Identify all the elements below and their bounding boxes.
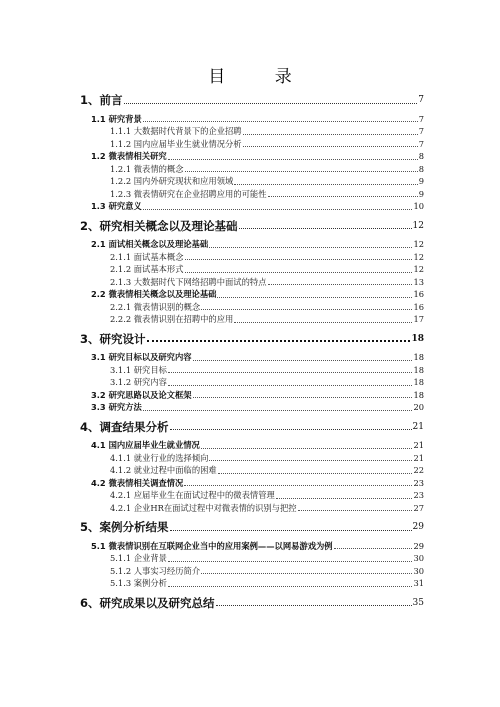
toc-entry-level-2[interactable] — [80, 200, 424, 213]
toc-entry-page-number: 7 — [418, 138, 424, 149]
toc-entry-level-3[interactable] — [80, 301, 424, 314]
toc-entry-level-3[interactable] — [80, 489, 424, 502]
toc-entry-level-1[interactable] — [80, 333, 424, 346]
dot-leader — [239, 228, 412, 229]
dot-leader — [243, 146, 418, 147]
toc-entry-level-2[interactable] — [80, 439, 424, 452]
toc-entry-page-number: 9 — [418, 176, 424, 186]
toc-entry-label: 1.1.2 国内应届毕业生就业情况分析 — [110, 138, 242, 149]
toc-entry-label: 3.1.1 研究目标 — [110, 364, 167, 375]
toc-entry-label: 2.1.1 面试基本概念 — [110, 251, 184, 262]
toc-entry-label: 1.3 研究意义 — [91, 201, 142, 211]
toc-entry-page-number: 21 — [413, 440, 424, 450]
toc-entry-level-1[interactable] — [80, 220, 424, 233]
dot-leader — [243, 134, 418, 135]
dot-leader — [143, 410, 413, 411]
dot-leader — [298, 510, 413, 511]
toc-entry-label: 2.2.2 微表情识别在招聘中的应用 — [110, 314, 234, 324]
dot-leader — [217, 297, 412, 298]
toc-entry-label: 3.1 研究目标以及研究内容 — [91, 352, 192, 362]
toc-entry-page-number: 29 — [413, 540, 424, 551]
toc-entry-page-number: 22 — [413, 465, 424, 475]
toc-entry-label: 3.2 研究思路以及论文框架 — [91, 389, 192, 400]
toc-entry-label: 3.1.2 研究内容 — [110, 377, 167, 387]
toc-entry-label: 2、研究相关概念以及理论基础 — [80, 218, 238, 233]
toc-entry-page-number: 18 — [413, 389, 424, 400]
toc-entry-level-1[interactable] — [80, 94, 424, 107]
toc-entry-level-3[interactable] — [80, 163, 424, 176]
dot-leader — [185, 171, 418, 172]
toc-entry-page-number: 7 — [418, 113, 424, 124]
toc-entry-level-3[interactable] — [80, 313, 424, 326]
toc-entry-label: 1.2.2 国内外研究现状和应用领域 — [110, 176, 234, 186]
toc-entry-level-2[interactable] — [80, 401, 424, 414]
toc-entry-level-2[interactable] — [80, 351, 424, 364]
toc-entry-level-3[interactable] — [80, 502, 424, 515]
toc-entry-level-3[interactable] — [80, 276, 424, 289]
toc-entry-label: 1.2 微表情相关研究 — [91, 151, 167, 161]
dot-leader — [193, 360, 413, 361]
toc-entry-label: 2.2 微表情相关概念以及理论基础 — [91, 289, 217, 299]
toc-entry-level-1[interactable] — [80, 421, 424, 434]
toc-entry-level-1[interactable] — [80, 521, 424, 534]
toc-entry-label: 1.1 研究背景 — [91, 113, 142, 124]
toc-entry-page-number: 20 — [413, 402, 424, 412]
toc-entry-label: 5、案例分析结果 — [80, 520, 169, 534]
toc-entry-level-3[interactable] — [80, 251, 424, 264]
table-of-contents — [80, 94, 424, 615]
toc-entry-label: 6、研究成果以及研究总结 — [80, 595, 215, 610]
toc-entry-label: 2.2.1 微表情识别的概念 — [110, 301, 201, 312]
toc-title: 目 录 — [208, 67, 314, 87]
toc-entry-page-number: 21 — [413, 452, 424, 463]
dot-leader — [168, 561, 413, 562]
dot-leader — [268, 284, 413, 285]
toc-entry-page-number: 30 — [413, 565, 424, 576]
toc-entry-page-number: 8 — [418, 163, 424, 174]
toc-entry-page-number: 12 — [412, 220, 424, 231]
toc-entry-label: 4.2.1 企业HR在面试过程中对微表情的识别与把控 — [110, 502, 297, 513]
toc-entry-label: 1.2.3 微表情研究在企业招聘应用的可能性 — [110, 188, 267, 199]
dot-leader — [184, 485, 412, 486]
dot-leader — [201, 573, 412, 574]
toc-entry-page-number: 30 — [413, 553, 424, 563]
toc-entry-page-number: 18 — [411, 333, 424, 344]
toc-entry-page-number: 13 — [413, 276, 424, 287]
dot-leader — [216, 605, 412, 606]
dot-leader — [201, 309, 412, 310]
toc-entry-page-number: 18 — [413, 377, 424, 387]
toc-entry-page-number: 31 — [413, 578, 424, 588]
toc-entry-label: 1、前言 — [80, 93, 123, 107]
toc-entry-page-number: 12 — [413, 251, 424, 262]
toc-entry-level-3[interactable] — [80, 376, 424, 389]
dot-leader — [185, 272, 413, 273]
toc-entry-page-number: 35 — [412, 597, 424, 608]
dot-leader — [234, 322, 412, 323]
toc-entry-page-number: 16 — [413, 289, 424, 299]
dot-leader — [185, 259, 413, 260]
toc-entry-level-2[interactable] — [80, 113, 424, 126]
toc-entry-page-number: 17 — [413, 314, 424, 324]
toc-entry-level-3[interactable] — [80, 263, 424, 276]
toc-entry-label: 2.1.3 大数据时代下网络招聘中面试的特点 — [110, 276, 267, 287]
toc-entry-page-number: 7 — [418, 95, 424, 105]
dot-leader — [143, 209, 413, 210]
dot-leader — [170, 429, 412, 430]
toc-entry-level-2[interactable] — [80, 540, 424, 553]
toc-entry-page-number: 7 — [418, 126, 424, 136]
toc-entry-page-number: 23 — [413, 490, 424, 500]
toc-entry-level-3[interactable] — [80, 464, 424, 477]
toc-entry-level-3[interactable] — [80, 138, 424, 151]
toc-entry-label: 5.1.1 企业背景 — [110, 553, 167, 563]
toc-entry-label: 5.1.3 案例分析 — [110, 578, 167, 588]
toc-entry-page-number: 8 — [418, 151, 424, 161]
toc-entry-page-number: 29 — [412, 522, 424, 532]
toc-entry-label: 3.3 研究方法 — [91, 402, 142, 412]
dot-leader — [201, 448, 413, 449]
toc-entry-level-2[interactable] — [80, 238, 424, 251]
toc-entry-page-number: 16 — [413, 301, 424, 312]
toc-entry-label: 4.2 微表情相关调查情况 — [91, 477, 184, 488]
toc-entry-label: 1.2.1 微表情的概念 — [110, 163, 184, 174]
dot-leader — [268, 196, 418, 197]
dot-leader — [147, 340, 411, 342]
dot-leader — [124, 103, 418, 104]
toc-entry-label: 1.1.1 大数据时代背景下的企业招聘 — [110, 126, 242, 136]
toc-entry-level-3[interactable] — [80, 364, 424, 377]
toc-entry-level-3[interactable] — [80, 452, 424, 465]
toc-entry-label: 4.1.1 就业行业的选择倾向 — [110, 452, 209, 463]
toc-entry-label: 4、调查结果分析 — [80, 419, 169, 434]
toc-entry-label: 4.1.2 就业过程中面临的困难 — [110, 465, 217, 475]
toc-entry-level-3[interactable] — [80, 565, 424, 578]
toc-entry-level-3[interactable] — [80, 577, 424, 590]
dot-leader — [168, 372, 413, 373]
toc-entry-label: 3、研究设计 — [80, 331, 146, 346]
toc-entry-page-number: 12 — [413, 239, 424, 249]
toc-entry-level-1[interactable] — [80, 597, 424, 610]
toc-entry-page-number: 9 — [418, 188, 424, 199]
dot-leader — [170, 530, 412, 531]
toc-entry-level-3[interactable] — [80, 188, 424, 201]
toc-entry-label: 5.1 微表情识别在互联网企业当中的应用案例——以网易游戏为例 — [91, 540, 333, 551]
toc-entry-level-3[interactable] — [80, 175, 424, 188]
dot-leader — [143, 121, 418, 122]
toc-entry-label: 4.2.1 应届毕业生在面试过程中的微表情管理 — [110, 490, 275, 500]
dot-leader — [234, 184, 417, 185]
toc-entry-level-3[interactable] — [80, 125, 424, 138]
toc-entry-level-2[interactable] — [80, 288, 424, 301]
toc-entry-page-number: 12 — [413, 264, 424, 274]
toc-entry-label: 2.1 面试相关概念以及理论基础 — [91, 239, 209, 249]
dot-leader — [168, 385, 413, 386]
dot-leader — [209, 247, 412, 248]
dot-leader — [168, 586, 413, 587]
dot-leader — [334, 548, 413, 549]
toc-entry-page-number: 10 — [413, 201, 424, 211]
toc-entry-page-number: 18 — [413, 364, 424, 375]
toc-entry-level-2[interactable] — [80, 150, 424, 163]
dot-leader — [168, 159, 418, 160]
toc-entry-label: 2.1.2 面试基本形式 — [110, 264, 184, 274]
dot-leader — [209, 460, 412, 461]
dot-leader — [218, 473, 413, 474]
toc-entry-page-number: 21 — [412, 421, 424, 432]
toc-entry-label: 4.1 国内应届毕业生就业情况 — [91, 440, 200, 450]
toc-entry-level-2[interactable] — [80, 477, 424, 490]
toc-entry-level-2[interactable] — [80, 389, 424, 402]
toc-entry-level-3[interactable] — [80, 552, 424, 565]
dot-leader — [276, 498, 413, 499]
toc-entry-label: 5.1.2 人事实习经历简介 — [110, 565, 201, 576]
toc-entry-page-number: 23 — [413, 477, 424, 488]
dot-leader — [193, 397, 413, 398]
toc-entry-page-number: 18 — [413, 352, 424, 362]
toc-entry-page-number: 27 — [413, 502, 424, 513]
